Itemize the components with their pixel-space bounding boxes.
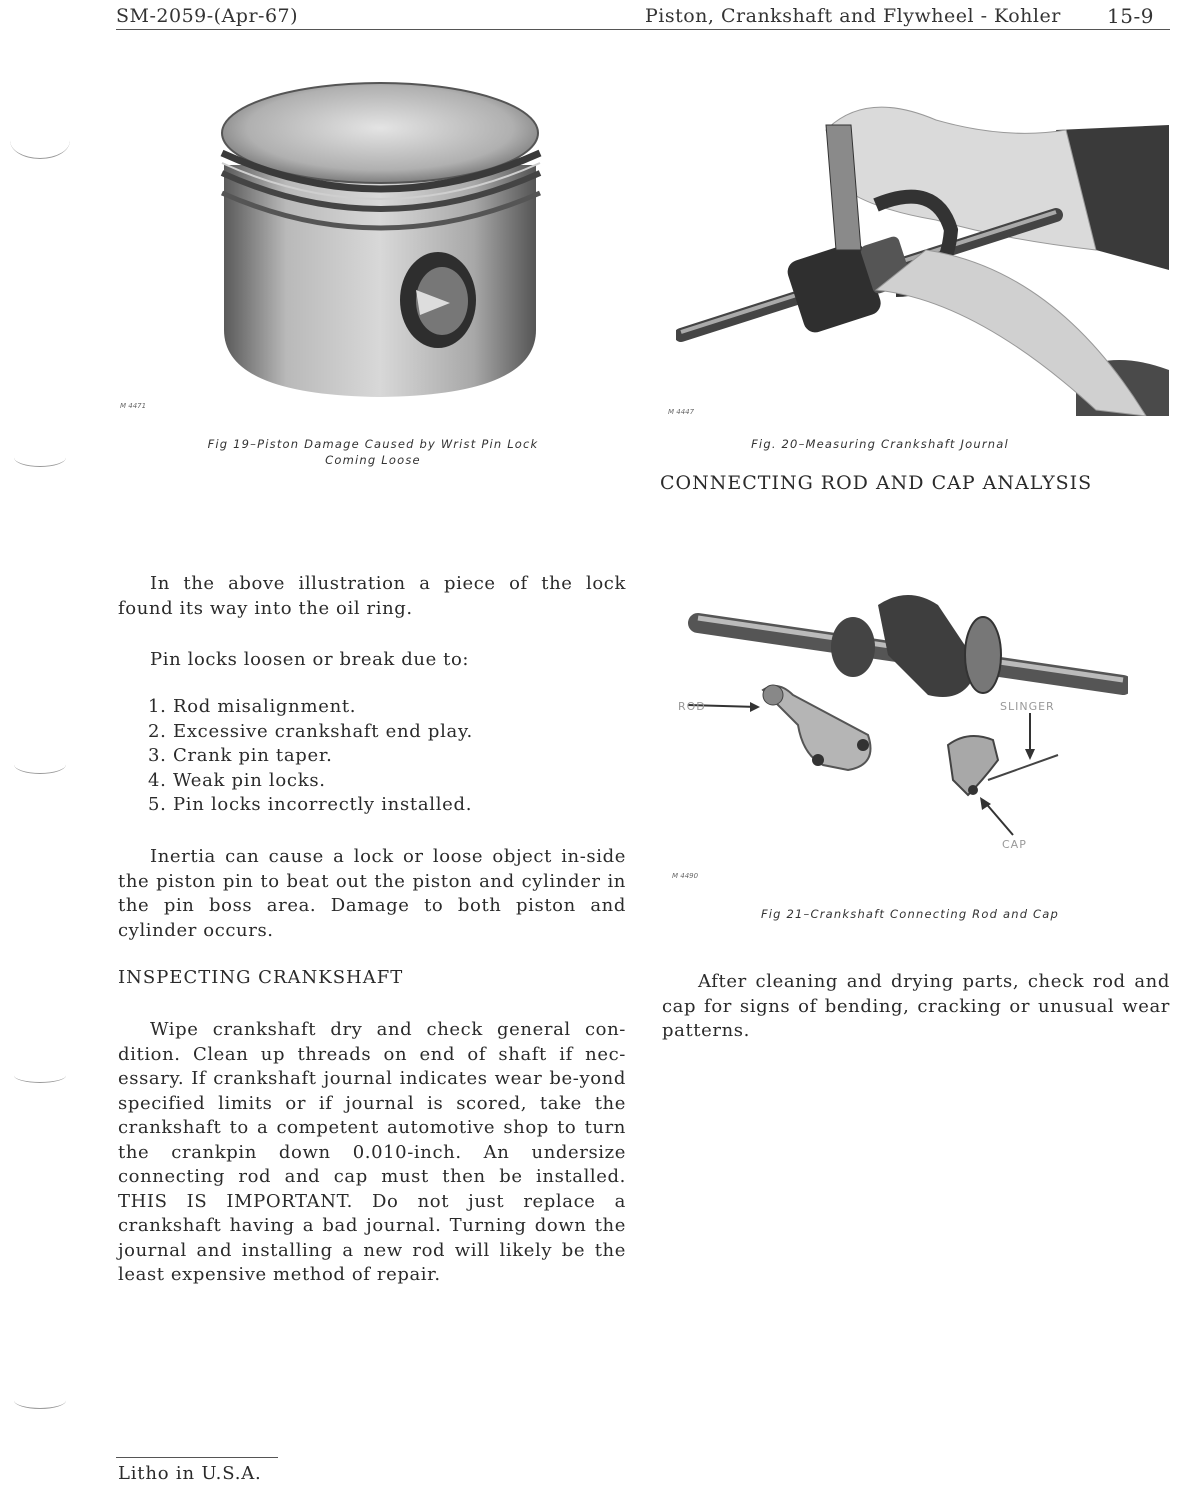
figure-mark: M 4471 — [120, 402, 147, 410]
binding-mark — [14, 1392, 66, 1409]
paragraph-inertia: Inertia can cause a lock or loose object in-side the piston pin to beat out the piston and cylinder in the pin boss area. Damage to both piston and cylinder occurs. — [118, 846, 626, 941]
list-item: 1. Rod misalignment. — [148, 696, 357, 717]
micrometer-crankshaft-photo — [676, 100, 1169, 416]
list-item: 4. Weak pin locks. — [148, 769, 326, 791]
figure-mark: M 4490 — [672, 872, 699, 880]
binding-mark — [10, 122, 70, 159]
footer-text: Litho in U.S.A. — [118, 1463, 262, 1484]
fig21-caption: Fig 21–Crankshaft Connecting Rod and Cap — [760, 907, 1060, 921]
header-rule — [116, 29, 1170, 30]
list-item: 2. Excessive crankshaft end play. — [148, 720, 473, 742]
footer-rule — [116, 1457, 278, 1458]
fig19-caption-line2: Coming Loose — [325, 453, 421, 467]
label-cap: CAP — [1002, 838, 1027, 851]
paragraph-illustration: In the above illustration a piece of the lock found its way into the oil ring. — [118, 573, 626, 619]
fig20-caption: Fig. 20–Measuring Crankshaft Journal — [751, 437, 1009, 451]
section-heading-crankshaft: INSPECTING CRANKSHAFT — [118, 967, 404, 988]
label-slinger: SLINGER — [1000, 700, 1055, 713]
figure-mark: M 4447 — [668, 408, 695, 416]
paragraph-rod-cap-check: After cleaning and drying parts, check rod and cap for signs of bending, cracking or unusual wear patterns. — [662, 971, 1170, 1041]
fig19-caption-line1: Fig 19–Piston Damage Caused by Wrist Pin Lock — [207, 437, 539, 451]
binding-mark — [14, 1068, 66, 1083]
label-rod: ROD — [678, 700, 706, 713]
paragraph-inspect-crankshaft: Wipe crankshaft dry and check general con-dition. Clean up threads on end of shaft if nec-essary. If crankshaft journal indicates wear be-yond specified limits or if journal is scored, take the crankshaft to a competent automotive shop to turn the crankpin down 0.010-inch. An undersize connecting rod and cap must then be installed. THIS IS IMPORTANT. Do not just replace a crankshaft having a bad journal. Turning down the journal and installing a new rod will likely be the least expensive method of repair. — [118, 1019, 626, 1285]
crankshaft-rod-cap-photo — [678, 585, 1128, 855]
binding-mark — [14, 448, 66, 467]
document-code: SM-2059-(Apr-67) — [116, 5, 299, 27]
list-item: 5. Pin locks incorrectly installed. — [148, 794, 473, 815]
binding-mark — [14, 755, 66, 774]
section-heading-rod-cap: CONNECTING ROD AND CAP ANALYSIS — [660, 472, 1093, 494]
fig19-caption — [120, 436, 626, 468]
list-item: 3. Crank pin taper. — [148, 745, 333, 766]
running-title: Piston, Crankshaft and Flywheel - Kohler — [645, 5, 1061, 27]
piston-photo — [210, 75, 550, 415]
paragraph-causes-intro: Pin locks loosen or break due to: — [150, 649, 470, 670]
causes-list — [148, 695, 473, 818]
page-number: 15-9 — [1107, 4, 1154, 28]
